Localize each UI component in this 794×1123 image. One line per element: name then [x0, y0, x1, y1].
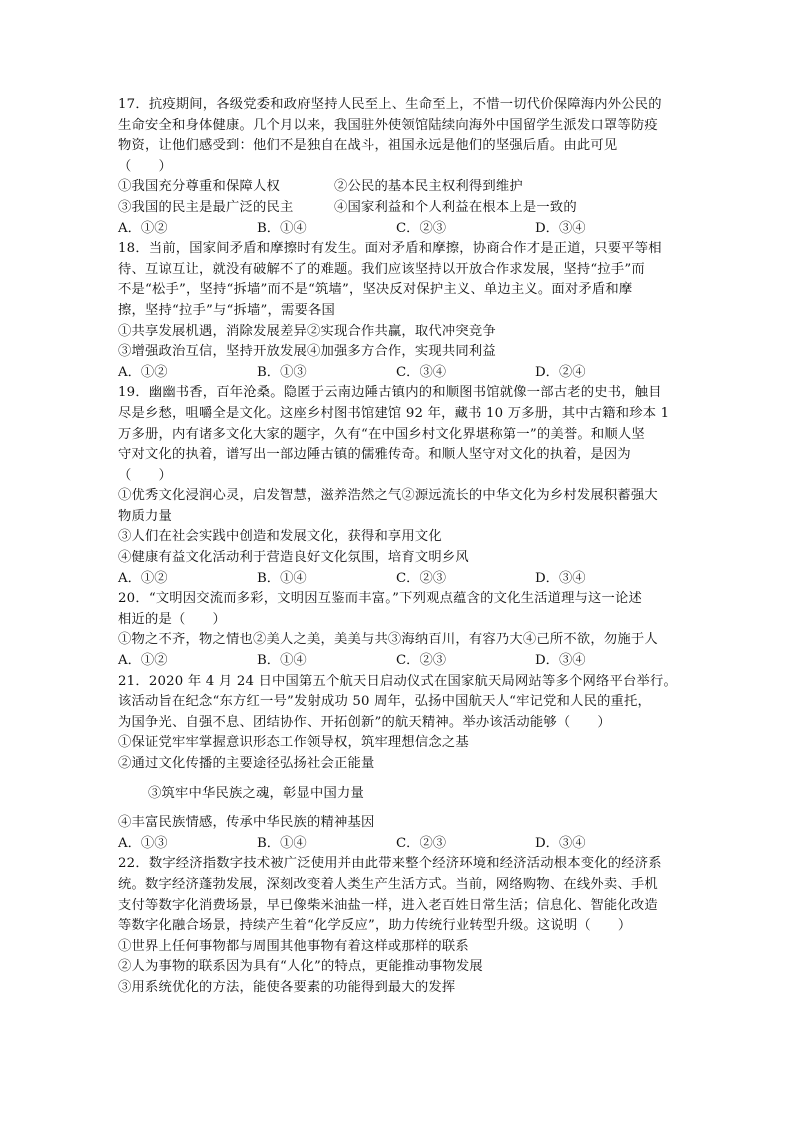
statement-line: ①物之不齐，物之情也②美人之美，美美与共③海纳百川，有容乃大④己所不欲，勿施于人: [118, 632, 658, 648]
question-text: 支付等数字化消费场景，早已像柴米油盐一样，进入老百姓日常生活；信息化、智能化改造: [118, 897, 658, 913]
question-text: 19．幽幽书香，百年沧桑。隐匿于云南边陲古镇内的和顺图书馆就像一部古老的史书，触目: [118, 385, 662, 401]
option-a[interactable]: A．①③: [118, 835, 168, 851]
option-a[interactable]: A．①②: [118, 570, 168, 586]
option-c[interactable]: C．③④: [396, 364, 447, 380]
question-text: 17．抗疫期间，各级党委和政府坚持人民至上、生命至上，不惜一切代价保障海内外公民的: [118, 97, 662, 112]
statement-line: ④丰富民族情感，传承中华民族的精神基因: [118, 815, 375, 831]
answer-options: [118, 219, 683, 240]
question-text: 统。数字经济蓬勃发展，深刻改变着人类生产生活方式。当前，网络购物、在线外卖、手机: [118, 876, 658, 892]
option-c[interactable]: C．②③: [396, 835, 447, 851]
question-text: 万多册，内有诸多文化大家的题字，久有“在中国乡村文化界堪称第一”的美誉。和顺人坚: [118, 426, 645, 442]
option-a[interactable]: A．①②: [118, 220, 168, 236]
question-text: 尽是乡愁，咀嚼全是文化。这座乡村图书馆建馆 92 年，藏书 10 万多册，其中古籍和珍本 1: [118, 405, 670, 421]
statement-line: ①保证党牢牢掌握意识形态工作领导权，筑牢理想信念之基: [118, 735, 469, 751]
answer-options: [118, 569, 683, 590]
option-b[interactable]: B．①④: [257, 835, 307, 851]
option-b[interactable]: B．①④: [257, 570, 307, 586]
option-a[interactable]: A．①②: [118, 653, 168, 669]
question-text: 等数字化融合场景，持续产生着“化学反应”，助力传统行业转型升级。这说明（ ）: [118, 918, 632, 934]
option-d[interactable]: D．③④: [535, 653, 586, 669]
statement-line: 物质力量: [118, 508, 172, 524]
question-22: [118, 854, 683, 998]
question-text: 物资，让他们感受到：他们不是独自在战斗，祖国永远是他们的坚强后盾。由此可见: [118, 138, 618, 154]
statement-line: ③用系统优化的方法，能使各要素的功能得到最大的发挥: [118, 979, 456, 995]
answer-blank: （ ）: [118, 158, 172, 174]
statement-line: ③人们在社会实践中创造和发展文化，获得和享用文化: [118, 529, 442, 545]
question-text: 20．“文明因交流而多彩，文明因互鉴而丰富。”下列观点蕴含的文化生活道理与这一论述: [118, 591, 643, 607]
option-b[interactable]: B．①③: [257, 364, 307, 380]
question-text: 待、互谅互让，就没有破解不了的难题。我们应该坚持以开放合作求发展，坚持“拉手”而: [118, 261, 645, 277]
option-d[interactable]: D．②④: [535, 364, 586, 380]
answer-options: [118, 363, 683, 384]
option-b[interactable]: B．①④: [257, 653, 307, 669]
statement-line: ②人为事物的联系因为具有“人化”的特点，更能推动事物发展: [118, 959, 483, 975]
option-c[interactable]: C．②③: [396, 220, 447, 236]
option-d[interactable]: D．③④: [535, 835, 586, 851]
option-b[interactable]: B．①④: [257, 220, 307, 236]
question-text: 相近的是（ ）: [118, 611, 226, 627]
statement-line: ③我国的民主是最广泛的民主 ④国家利益和个人利益在根本上是一致的: [118, 199, 577, 215]
option-a[interactable]: A．①②: [118, 364, 168, 380]
question-text: 18．当前，国家间矛盾和摩擦时有发生。面对矛盾和摩擦，协商合作才是正道，只要平等相: [118, 241, 662, 257]
question-text: 守对文化的执着，谱写出一部边陲古镇的儒雅传奇。和顺人坚守对文化的执着，是因为: [118, 447, 631, 463]
question-text: 为国争光、自强不息、团结协作、开拓创新”的航天精神。举办该活动能够（ ）: [118, 714, 611, 730]
answer-blank: （ ）: [118, 467, 172, 483]
statement-line: ④健康有益文化活动利于营造良好文化氛围，培育文明乡风: [118, 550, 469, 566]
question-20: [118, 589, 683, 671]
statement-line: ③增强政治互信，坚持开放发展④加强多方合作，实现共同利益: [118, 344, 496, 360]
question-text: 22．数字经济指数字技术被广泛使用并由此带来整个经济环境和经济活动根本变化的经济系: [118, 856, 662, 872]
option-d[interactable]: D．③④: [535, 570, 586, 586]
statement-line: ①共享发展机遇，消除发展差异②实现合作共赢，取代冲突竞争: [118, 323, 496, 339]
exam-page: [118, 95, 683, 999]
statement-line: ①世界上任何事物都与周围其他事物有着这样或那样的联系: [118, 938, 469, 954]
question-text: 21．2020 年 4 月 24 日中国第五个航天日启动仪式在国家航天局网站等多个网络平台举行。: [118, 673, 677, 689]
question-text: 擦，坚持“拉手”与“拆墙”，需要各国: [118, 302, 335, 318]
statement-line: ①优秀文化浸润心灵，启发智慧，滋养浩然之气②源远流长的中华文化为乡村发展积蓄强大: [118, 488, 658, 504]
answer-options: [118, 834, 683, 855]
statement-line-indented: ③筑牢中华民族之魂，彰显中国力量: [148, 785, 364, 801]
question-19: [118, 383, 683, 589]
option-c[interactable]: C．②③: [396, 653, 447, 669]
option-c[interactable]: C．②③: [396, 570, 447, 586]
question-18: [118, 239, 683, 383]
question-text: 生命安全和身体健康。几个月以来，我国驻外使领馆陆续向海外中国留学生派发口罩等防疫: [118, 117, 658, 133]
statement-line: ①我国充分尊重和保障人权 ②公民的基本民主权利得到维护: [118, 179, 523, 195]
option-d[interactable]: D．③④: [535, 220, 586, 236]
statement-line: ②通过文化传播的主要途径弘扬社会正能量: [118, 756, 375, 771]
question-text: 不是“松手”，坚持“拆墙”而不是“筑墙”，坚决反对保护主义、单边主义。面对矛盾和摩: [118, 282, 633, 298]
question-21: [118, 672, 683, 855]
answer-options: [118, 651, 683, 672]
question-text: 该活动旨在纪念“东方红一号”发射成功 50 周年，弘扬中国航天人“牢记党和人民的重托，: [118, 694, 652, 710]
question-17: [118, 95, 683, 239]
